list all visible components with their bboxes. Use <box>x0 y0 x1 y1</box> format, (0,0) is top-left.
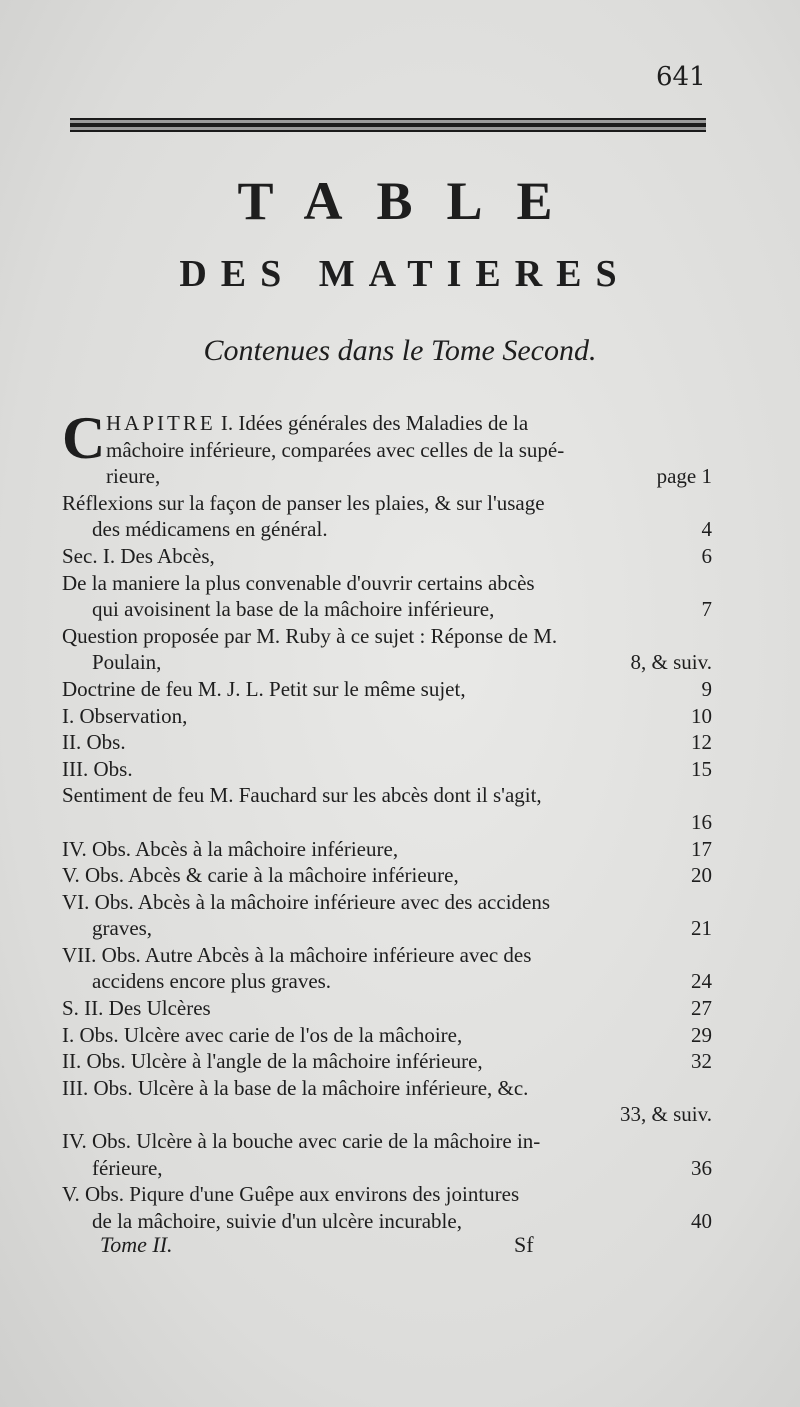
chapter-label: HAPITRE <box>106 411 216 435</box>
page-ref: 16 <box>691 809 712 834</box>
toc-entry: Doctrine de feu M. J. L. Petit sur le même sujet, 9 <box>62 676 712 701</box>
toc-entry: I. Obs. Ulcère avec carie de l'os de la mâchoire, 29 <box>62 1022 712 1047</box>
page-ref: 17 <box>691 836 712 861</box>
page-ref: 20 <box>691 863 712 888</box>
page-number: 641 <box>656 62 706 92</box>
toc-entry: II. Obs. Ulcère à l'angle de la mâchoire inférieure, 32 <box>62 1049 712 1074</box>
toc-entry: III. Obs. 15 <box>62 756 712 781</box>
page-ref: 12 <box>691 730 712 755</box>
page-ref: 27 <box>691 996 712 1021</box>
toc-entry: IV. Obs. Abcès à la mâchoire inférieure, 17 <box>62 836 712 861</box>
toc-entry: Question proposée par M. Ruby à ce sujet : Réponse de M. Poulain, 8, & suiv. <box>62 623 712 675</box>
drop-cap: C <box>62 405 106 471</box>
page-ref: 36 <box>691 1155 712 1180</box>
page-ref: 9 <box>701 676 712 701</box>
title-main: TABLE <box>237 171 587 231</box>
page-ref: 29 <box>691 1022 712 1047</box>
page-ref: 24 <box>691 969 712 994</box>
volume-label: Tome II. <box>100 1232 173 1257</box>
toc-entry-chapitre-1: C HAPITRE I. Idées générales des Maladies de la mâchoire inférieure, comparées avec celles de la supé- rieure, page 1 <box>62 405 712 489</box>
toc-entry: VII. Obs. Autre Abcès à la mâchoire inférieure avec des accidens encore plus graves. 24 <box>62 942 712 994</box>
page-ref: 6 <box>701 543 712 568</box>
page-ref: 10 <box>691 703 712 728</box>
toc-entry: Réflexions sur la façon de panser les plaies, & sur l'usage des médicamens en général. 4 <box>62 490 712 542</box>
toc-entry: III. Obs. Ulcère à la base de la mâchoire inférieure, &c. 33, & suiv. <box>62 1075 712 1127</box>
page-ref: 15 <box>691 756 712 781</box>
toc-entry: Sentiment de feu M. Fauchard sur les abcès dont il s'agit, 16 <box>62 783 712 834</box>
page-ref: 4 <box>701 517 712 542</box>
toc-entry: IV. Obs. Ulcère à la bouche avec carie de la mâchoire in- férieure, 36 <box>62 1129 712 1180</box>
toc-entry: V. Obs. Piqure d'une Guêpe aux environs des jointures de la mâchoire, suivie d'un ulcère incurable, 40 <box>62 1182 712 1233</box>
toc-entry: Sec. I. Des Abcès, 6 <box>62 543 712 568</box>
title-subtitle: Contenues dans le Tome Second. <box>203 334 597 367</box>
toc-entry: I. Observation, 10 <box>62 703 712 728</box>
signature-mark: Sf <box>514 1232 534 1257</box>
title-sub: DES MATIERES <box>179 253 631 295</box>
page-ref: 40 <box>691 1208 712 1233</box>
page-ref: 32 <box>691 1049 712 1074</box>
header-rule <box>70 118 706 132</box>
toc-entry: V. Obs. Abcès & carie à la mâchoire inférieure, 20 <box>62 863 712 888</box>
toc-entry: De la maniere la plus convenable d'ouvrir certains abcès qui avoisinent la base de la mâchoire inférieure, 7 <box>62 570 712 622</box>
page-ref: 33, & suiv. <box>620 1102 712 1127</box>
page-ref: 21 <box>691 916 712 941</box>
toc-entry: S. II. Des Ulcères 27 <box>62 996 712 1021</box>
page-ref: 7 <box>701 597 712 622</box>
page-ref: page 1 <box>656 464 712 489</box>
page-ref: 8, & suiv. <box>630 650 712 675</box>
toc-entry: VI. Obs. Abcès à la mâchoire inférieure avec des accidens graves, 21 <box>62 889 712 941</box>
toc-entry: II. Obs. 12 <box>62 730 712 755</box>
table-of-contents <box>62 405 712 1234</box>
